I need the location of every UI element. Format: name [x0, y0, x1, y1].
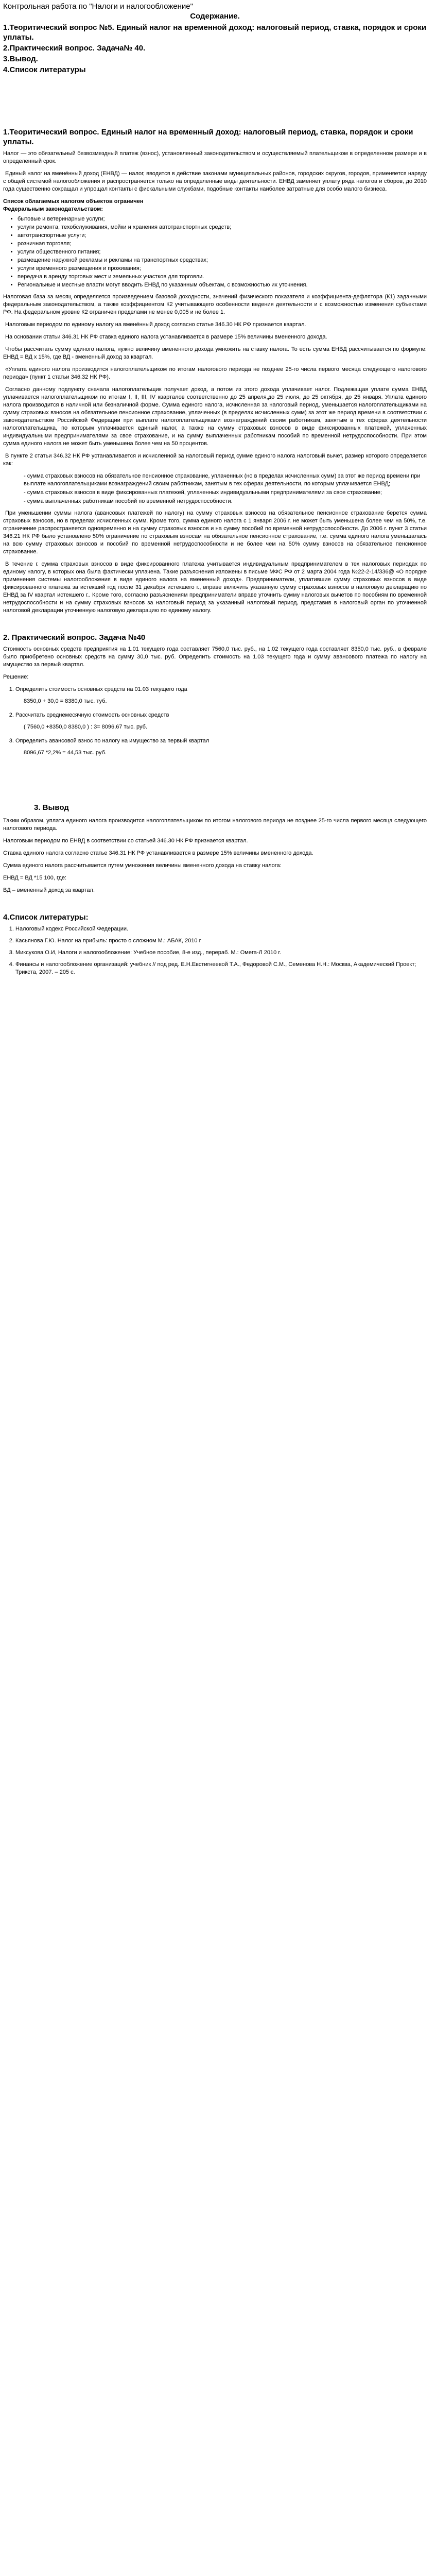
toc-item-2: 2.Практический вопрос. Задача№ 40.	[3, 44, 146, 53]
task-text: Стоимость основных средств предприятия на 1.01 текущего года составляет 7560,0 тыс. руб., на 1.02 текущего года составляет 8350,0 тыс. руб., в феврале было приобретено основных средств на сумму 30,0 тыс. руб. Определить стоимость на 1.03 текущего года и сумму авансового платежа по налогу на имущество за первый квартал.	[3, 646, 427, 668]
solution-step	[15, 737, 427, 745]
list-item: • услуги временного размещения и проживания;	[18, 265, 427, 273]
section-gap	[3, 763, 427, 794]
section1-paragraph: При уменьшении суммы налога (авансовых платежей по налогу) на сумму страховых взносов на обязательное пенсионное страхование берется сумма страховых взносов, но в пределах исчисленных сумм. Кроме того, сумма единого налога с 1 января 2006 г. не может быть уменьшена более чем на 50%, т.е. ограничение распространяется одновременно и на сумму страховых взносов и на сумму пособий по временной нетрудоспособности. До 2006 г. пункт 3 статьи 346.21 НК РФ было установлено 50% ограничение по страховым взносам на обязательное пенсионное страхование, т.е. сумма единого налога уменьшалась на всю сумму страховых взносов и пособий по временной нетрудоспособности и не более чем на 50% сумму взносов на обязательное пенсионное страхование.	[3, 510, 427, 555]
solution-steps	[3, 711, 427, 719]
conclusion-paragraph: ВД – вмененный доход за квартал.	[3, 887, 95, 893]
section1-paragraph: Согласно данному подпункту сначала налогоплательщик получает доход, а потом из этого дохода уплачивает налог. Подлежащая уплате сумма ЕНВД уплачивается налогоплательщиком по итогам I, II, III, IV кварталов соответственно до 25 апреля,до 25 июля, до 25 октября, до 25 января. Уплата единого налога производится в наличной или безналичной форме. Сумма единого налога, исчисленная за налоговый период, уменьшается налогоплательщиками на сумму страховых взносов на обязательное пенсионное страхование, уплаченных (в пределах исчисленных сумм) за этот же период времени в соответствии с законодательством Российской Федерации при выплате налогоплательщиками вознаграждений своим работникам, занятым в тех сферах деятельности налогоплательщика, по которым уплачивается единый налог, а также на сумму страховых взносов в виде фиксированных платежей, уплаченных индивидуальными предпринимателями за свое страхование, и на сумму выплаченных работникам пособий по временной нетрудоспособности. При этом сумма единого налога не может быть уменьшена более чем на 50 процентов.	[3, 386, 427, 447]
list-item: • бытовые и ветеринарные услуги;	[18, 215, 427, 223]
toc-item-4: 4.Список литературы	[3, 65, 86, 74]
solution-step	[15, 711, 427, 719]
conclusion-paragraph: Таким образом, уплата единого налога производится налогоплательщиком по итогом налогового периода не позднее 25-го числа первого месяца следующего налогового периода.	[3, 818, 427, 832]
section1-paragraph: «Уплата единого налога производится налогоплательщиком по итогам налогового периода не позднее 25-го числа первого месяца следующего налогового периода» (пункт 1 статьи 346.32 НК РФ).	[3, 366, 427, 380]
list-item: • услуги ремонта, техобслуживания, мойки и хранения автотранспортных средств;	[18, 224, 427, 231]
document-title: Контрольная работа по "Налоги и налогообложение"	[3, 2, 193, 11]
step-text: Определить стоимость основных средств на 01.03 текущего года	[15, 686, 187, 692]
toc-item-3: 3.Вывод.	[3, 55, 38, 63]
formula: 8350,0 + 30,0 = 8380,0 тыс. туб.	[24, 698, 107, 704]
formula: 8096,67 *2,2% = 44,53 тыс. руб.	[24, 750, 107, 756]
list-item: • передача в аренду торговых мест и земельных участков для торговли.	[18, 273, 427, 281]
solution-steps	[3, 737, 427, 745]
section1-heading: 1.Теоритический вопрос. Единый налог на временный доход: налоговый период, ставка, порядок и сроки уплаты.	[3, 128, 413, 146]
section1-paragraph: Единый налог на вменённый доход (ЕНВД) — налог, вводится в действие законами муниципальных районов, городских округов, городов, применяется наряду с общей системой налогообложения и распространяется только на определенные виды деятельности. ЕНВД заменяет уплату ряда налогов и сборов, до 2010 года существенно сокращал и упрощал контакты с фискальными службами, подобные контакты наиболее затратные для особо малого бизнеса.	[3, 171, 427, 192]
document-page	[0, 0, 430, 986]
list-item: • автотранспортные услуги;	[18, 232, 427, 240]
section1-paragraph: Чтобы рассчитать сумму единого налога, нужно величину вмененного дохода умножить на ставку налога. То есть сумма ЕНВД рассчитывается по формуле: ЕНВД = ВД x 15%, где ВД - вмененный доход за квартал.	[3, 346, 427, 360]
list-item: - сумма выплаченных работникам пособий по временной нетрудоспособности.	[24, 498, 427, 505]
section1-paragraph: На основании статьи 346.31 НК РФ ставка единого налога устанавливается в размере 15% величины вмененного дохода.	[5, 334, 327, 340]
page-gap	[3, 76, 427, 127]
conclusion-paragraph: Сумма единого налога рассчитывается путем умножения величины вмененного дохода на ставку налога:	[3, 862, 282, 869]
section4-heading: 4.Список литературы:	[3, 913, 89, 922]
section1-paragraph: Налоговым периодом по единому налогу на вменённый доход согласно статье 346.30 НК РФ признается квартал.	[5, 321, 306, 328]
solution-steps	[3, 686, 427, 693]
formula: ( 7560,0 +8350,0 8380,0 ) : 3= 8096,67 тыс. руб.	[24, 724, 148, 730]
objects-list-subtitle: Федеральным законодательством:	[3, 206, 103, 212]
toc-item-1: 1.Теоритический вопрос №5. Единый налог на временной доход: налоговый период, ставка, порядок и сроки уплаты.	[3, 23, 427, 42]
section1-paragraph: В течение г. сумма страховых взносов в виде фиксированного платежа учитывается индивидуальным предпринимателем в тех налоговых периодах по единому налогу, в которых она была фактически уплачена. Такие разъяснения изложены в письме МФС РФ от 2 марта 2004 года №22-2-14/336@ «О порядке применения системы налогообложения в виде единого налога на вмененный доход». Предприниматели, уплатившие сумму страховых взносов в виде фиксированного платежа за истекший год после 31 декабря истекшего г., вправе включить указанную сумму страховых взносов в налоговую декларацию по ЕНВД за IV квартал истекшего г.. Кроме того, согласно разъяснениям предприниматели вправе уточнить сумму налоговых вычетов по пособиям по временной нетрудоспособности и на сумму страховых взносов за налоговый период за указанный налоговый период, представив в налоговый орган по уточненной налоговой декларации уточненную налоговую декларацию по единому налогу.	[3, 561, 427, 614]
section-gap	[3, 899, 427, 912]
section1-paragraph: Налоговая база за месяц определяется произведением базовой доходности, значений физического показателя и коэффициента-дефлятора (К1) заданными федеральным законодательством, а также коэффициентом К2 учитывающего особенности ведения деятельности и с возможностью изменения субъектами РФ. На федеральном уровне К2 ограничен пределами не менее 0,005 и не более 1.	[3, 294, 427, 315]
contents-title: Содержание.	[190, 12, 240, 21]
step-text: Рассчитать среднемесячную стоимость основных средств	[15, 712, 169, 718]
list-item: • услуги общественного питания;	[18, 248, 427, 256]
list-item: 1. Налоговый кодекс Российской Федерации.	[15, 925, 427, 933]
list-item: - сумма страховых взносов в виде фиксированных платежей, уплаченных индивидуальными предпринимателями за свое страхование;	[24, 489, 427, 497]
step-text: Определить авансовой взнос по налогу на имущество за первый квартал	[15, 738, 210, 744]
section-gap	[3, 619, 427, 633]
list-item: 2. Касьянова Г.Ю. Налог на прибыль: просто о сложном М.: АБАК, 2010 г	[15, 937, 427, 945]
list-item: - сумма страховых взносов на обязательное пенсионное страхование, уплаченных (но в пределах исчисленных сумм) за этот же период времени при выплате налогоплательщиками вознаграждений своим работникам, занятым в тех сферах деятельности, по которым уплачивается ЕНВД;	[24, 472, 427, 488]
solution-step	[15, 686, 427, 693]
list-item: 3. Миксукова О.И, Налоги и налогообложение: Учебное пособие, 8-е изд., перераб. М.: Омега-Л 2010 г.	[15, 949, 427, 957]
objects-list-title: Список облагаемых налогом объектов ограничен	[3, 198, 144, 205]
solution-label: Решение:	[3, 674, 29, 680]
literature-list	[3, 925, 427, 976]
list-item: • розничная торговля;	[18, 240, 427, 248]
list-item: • Региональные и местные власти могут вводить ЕНВД по указанным объектам, с возможностью их уточнения.	[18, 281, 427, 289]
objects-list	[3, 215, 427, 289]
section1-paragraph: В пункте 2 статьи 346.32 НК РФ устанавливается и исчисленной за налоговый период сумме единого налога налоговый вычет, размер которого определяется как:	[3, 453, 427, 467]
section1-paragraph: Налог — это обязательный безвозмездный платеж (взнос), установленный законодательством и осуществляемый плательщиком в определенном размере и в определенный срок.	[3, 150, 427, 164]
section2-heading: 2. Практический вопрос. Задача №40	[3, 633, 146, 642]
conclusion-paragraph: Ставка единого налога согласно статье 346.31 НК РФ устанавливается в размере 15% величины вмененного дохода.	[3, 850, 313, 856]
list-item: • размещение наружной рекламы и рекламы на транспортных средствах;	[18, 257, 427, 264]
list-item: 4. Финансы и налогообложение организаций: учебник // под ред. Е.Н.Евстигнеевой Т.А., Федоровой С.М., Семенова Н.Н.: Москва, Академический Проект; Трикста, 2007. – 205 с.	[15, 961, 427, 976]
deductions-list	[3, 472, 427, 505]
section3-heading: 3. Вывод	[34, 803, 69, 812]
conclusion-paragraph: ЕНВД = ВД *15 100, где:	[3, 875, 67, 881]
conclusion-paragraph: Налоговым периодом по ЕНВД в соответствии со статьей 346.30 НК РФ признается квартал.	[3, 838, 248, 844]
